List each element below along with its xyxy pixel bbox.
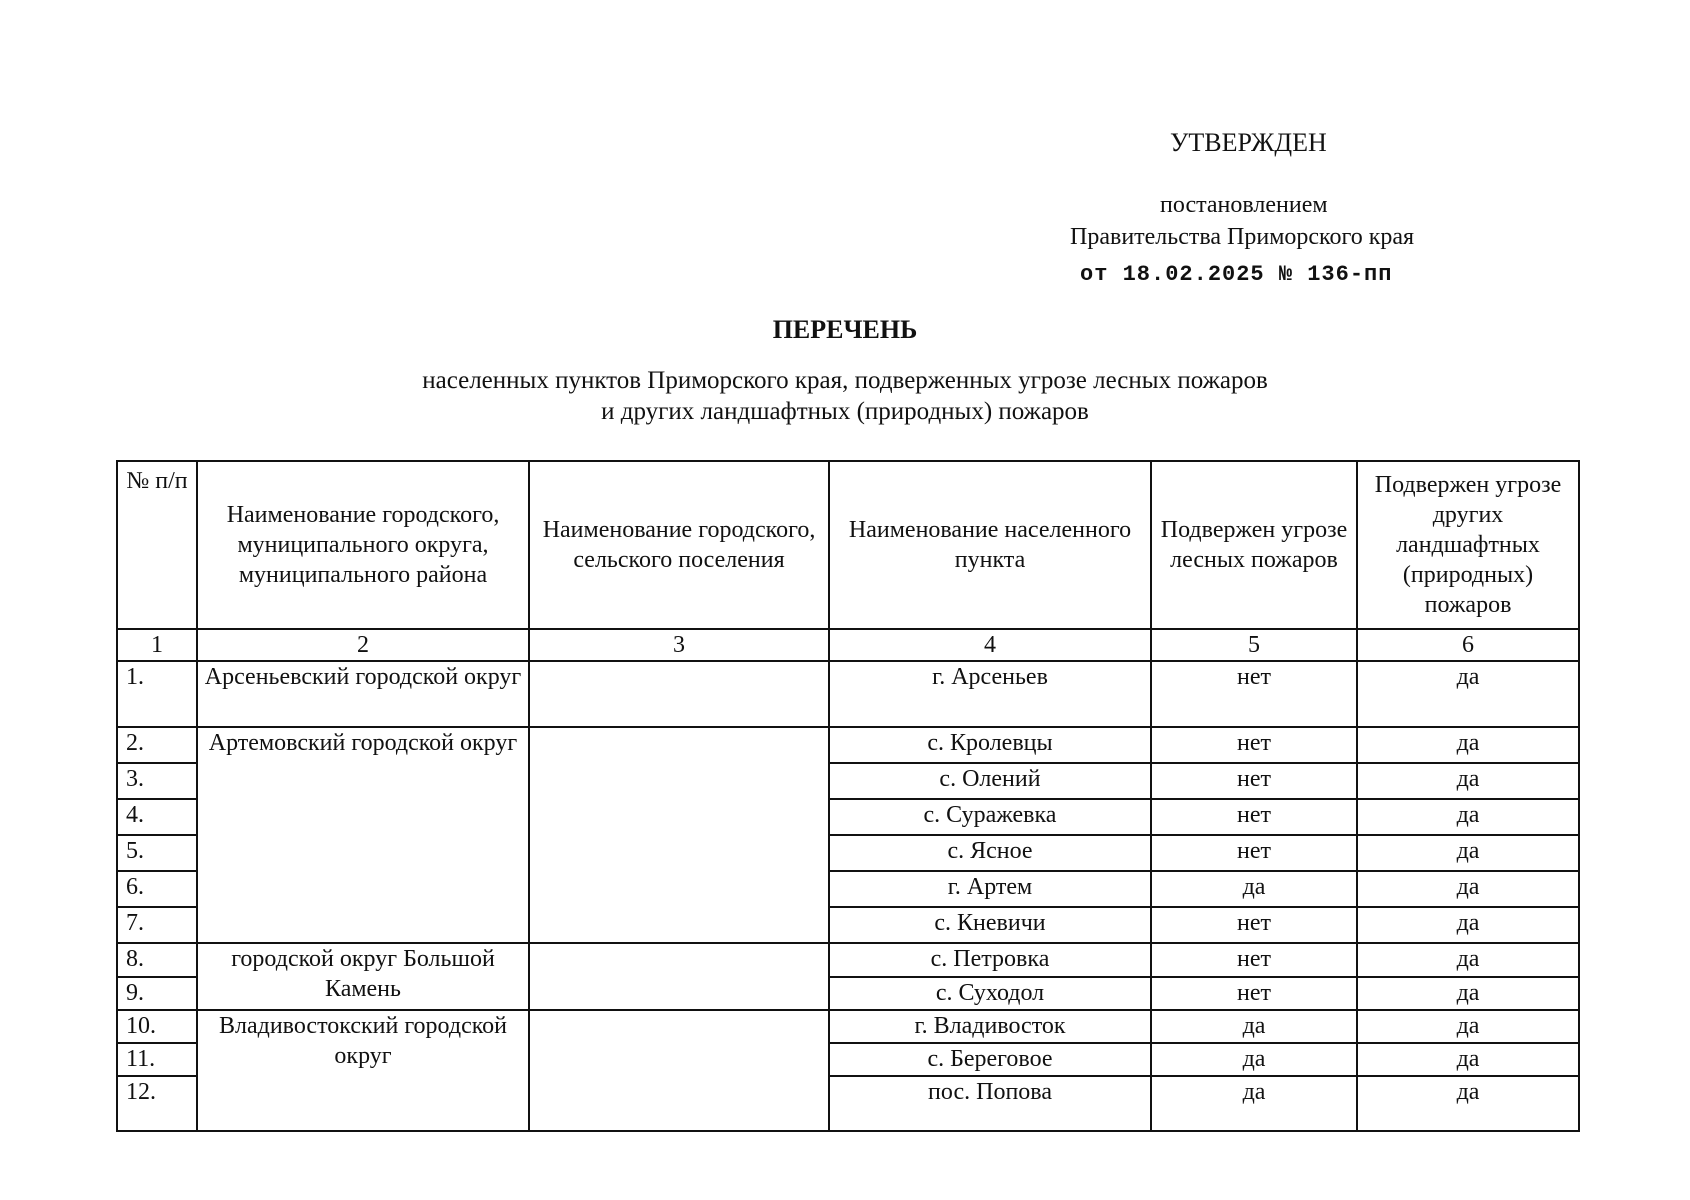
locality-cell: пос. Попова: [829, 1076, 1151, 1131]
row-number: 11.: [117, 1043, 197, 1076]
other-fire-cell: да: [1357, 907, 1579, 943]
approval-stamp: от 18.02.2025 № 136-пп: [1080, 262, 1393, 287]
header-number: № п/п: [117, 461, 197, 629]
forest-fire-cell: да: [1151, 1043, 1357, 1076]
locality-cell: с. Ясное: [829, 835, 1151, 871]
forest-fire-cell: да: [1151, 1010, 1357, 1043]
row-number: 6.: [117, 871, 197, 907]
table-header-row: [117, 461, 1579, 629]
approval-line2: Правительства Приморского края: [1070, 224, 1415, 250]
settlement-cell: [529, 943, 829, 1010]
settlements-table: [116, 460, 1580, 1132]
approval-title: УТВЕРЖДЕН: [1170, 128, 1327, 157]
other-fire-cell: да: [1357, 661, 1579, 727]
locality-cell: г. Арсеньев: [829, 661, 1151, 727]
other-fire-cell: да: [1357, 763, 1579, 799]
other-fire-cell: да: [1357, 835, 1579, 871]
document-subtitle-line2: и других ландшафтных (природных) пожаров: [601, 398, 1089, 425]
district-cell: Арсеньевский городской округ: [197, 661, 529, 727]
approval-line1: постановлением: [1160, 192, 1328, 218]
settlement-cell: [529, 1010, 829, 1131]
locality-cell: с. Кневичи: [829, 907, 1151, 943]
column-number: 4: [829, 629, 1151, 661]
forest-fire-cell: да: [1151, 1076, 1357, 1131]
forest-fire-cell: нет: [1151, 799, 1357, 835]
column-numbers-row: [117, 629, 1579, 661]
document-title: ПЕРЕЧЕНЬ: [772, 315, 918, 344]
header-forest-fire: Подвержен угрозе лесных пожаров: [1151, 461, 1357, 629]
locality-cell: с. Кролевцы: [829, 727, 1151, 763]
row-number: 3.: [117, 763, 197, 799]
column-number: 6: [1357, 629, 1579, 661]
column-number: 2: [197, 629, 529, 661]
table-header: [117, 461, 1579, 661]
column-number: 5: [1151, 629, 1357, 661]
header-district: Наименование городского, муниципального округа, муниципального района: [197, 461, 529, 629]
other-fire-cell: да: [1357, 977, 1579, 1010]
row-number: 4.: [117, 799, 197, 835]
column-number: 3: [529, 629, 829, 661]
header-settlement: Наименование городского, сельского поселения: [529, 461, 829, 629]
other-fire-cell: да: [1357, 799, 1579, 835]
other-fire-cell: да: [1357, 1076, 1579, 1131]
locality-cell: с. Суражевка: [829, 799, 1151, 835]
document-subtitle: [0, 365, 1690, 427]
row-number: 10.: [117, 1010, 197, 1043]
document-subtitle-line1: населенных пунктов Приморского края, подверженных угрозе лесных пожаров: [422, 367, 1268, 394]
locality-cell: г. Владивосток: [829, 1010, 1151, 1043]
table-row: [117, 661, 1579, 727]
district-cell: Владивостокский городской округ: [197, 1010, 529, 1131]
table-row: [117, 943, 1579, 977]
other-fire-cell: да: [1357, 871, 1579, 907]
row-number: 8.: [117, 943, 197, 977]
locality-cell: с. Олений: [829, 763, 1151, 799]
row-number: 5.: [117, 835, 197, 871]
forest-fire-cell: нет: [1151, 835, 1357, 871]
row-number: 1.: [117, 661, 197, 727]
table-row: [117, 1010, 1579, 1043]
settlement-cell: [529, 727, 829, 943]
forest-fire-cell: нет: [1151, 977, 1357, 1010]
other-fire-cell: да: [1357, 1043, 1579, 1076]
row-number: 12.: [117, 1076, 197, 1131]
row-number: 7.: [117, 907, 197, 943]
table-row: [117, 727, 1579, 763]
forest-fire-cell: нет: [1151, 661, 1357, 727]
row-number: 9.: [117, 977, 197, 1010]
header-other-fire: Подвержен угрозе других ландшафтных (природных) пожаров: [1357, 461, 1579, 629]
other-fire-cell: да: [1357, 943, 1579, 977]
settlement-cell: [529, 661, 829, 727]
district-cell: Артемовский городской округ: [197, 727, 529, 943]
forest-fire-cell: нет: [1151, 907, 1357, 943]
other-fire-cell: да: [1357, 1010, 1579, 1043]
locality-cell: с. Петровка: [829, 943, 1151, 977]
locality-cell: г. Артем: [829, 871, 1151, 907]
other-fire-cell: да: [1357, 727, 1579, 763]
column-number: 1: [117, 629, 197, 661]
locality-cell: с. Береговое: [829, 1043, 1151, 1076]
forest-fire-cell: нет: [1151, 727, 1357, 763]
forest-fire-cell: нет: [1151, 943, 1357, 977]
locality-cell: с. Суходол: [829, 977, 1151, 1010]
forest-fire-cell: нет: [1151, 763, 1357, 799]
header-locality: Наименование населенного пункта: [829, 461, 1151, 629]
forest-fire-cell: да: [1151, 871, 1357, 907]
district-cell: городской округ Большой Камень: [197, 943, 529, 1010]
row-number: 2.: [117, 727, 197, 763]
table-body: [117, 661, 1579, 1131]
